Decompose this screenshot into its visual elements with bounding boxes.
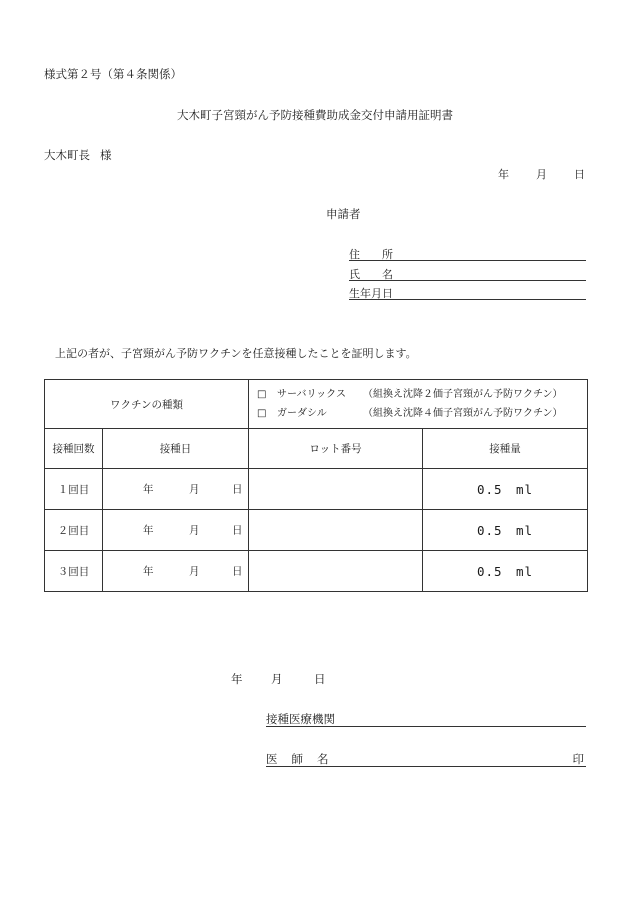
row-count: １回目 (45, 469, 103, 510)
doctor-label: 医師名 (266, 752, 343, 766)
vaccine-option-name: ガーダシル (277, 408, 327, 419)
row-date[interactable] (103, 510, 249, 551)
header-count: 接種回数 (45, 429, 103, 469)
addressee-name: 大木町長 (44, 148, 90, 162)
row-lot[interactable] (249, 469, 423, 510)
year-label: 年 (143, 524, 154, 537)
month-label: 月 (189, 524, 200, 537)
certification-date (231, 671, 326, 687)
month-label: 月 (189, 565, 200, 578)
day-label: 日 (574, 168, 585, 181)
year-label: 年 (143, 565, 154, 578)
institution-field[interactable] (266, 711, 586, 727)
year-label: 年 (143, 483, 154, 496)
day-label: 日 (232, 565, 243, 578)
day-label: 日 (314, 672, 326, 686)
checkbox-icon[interactable]: □ (257, 408, 267, 419)
applicant-label: 申請者 (326, 207, 361, 221)
header-lot: ロット番号 (249, 429, 423, 469)
row-lot[interactable] (249, 551, 423, 592)
table-row (45, 510, 588, 551)
vaccine-option-name: サーバリックス (277, 389, 347, 400)
row-count: ２回目 (45, 510, 103, 551)
row-date[interactable] (103, 551, 249, 592)
vaccine-option-detail: （組換え沈降２価子宮頸がん予防ワクチン） (363, 389, 563, 400)
row-dose: 0.5 ml (423, 469, 588, 510)
month-label: 月 (536, 168, 547, 181)
header-dose: 接種量 (423, 429, 588, 469)
address-field[interactable] (349, 246, 586, 261)
institution-label: 接種医療機関 (266, 712, 335, 726)
doctor-field[interactable] (266, 751, 586, 767)
vaccine-option-cervarix[interactable] (249, 385, 587, 404)
vaccine-type-label: ワクチンの種類 (45, 380, 249, 429)
address-label: 住 所 (349, 248, 393, 261)
month-label: 月 (271, 672, 283, 686)
row-lot[interactable] (249, 510, 423, 551)
name-field[interactable] (349, 266, 586, 281)
document-title: 大木町子宮頸がん予防接種費助成金交付申請用証明書 (177, 108, 453, 122)
vaccine-option-gardasil[interactable] (249, 404, 587, 423)
vaccination-table (44, 379, 588, 592)
table-row (45, 551, 588, 592)
addressee (44, 147, 112, 163)
row-count: ３回目 (45, 551, 103, 592)
name-label: 氏 名 (349, 268, 393, 281)
certification-statement: 上記の者が、子宮頸がん予防ワクチンを任意接種したことを証明します。 (55, 347, 417, 360)
year-label: 年 (231, 672, 243, 686)
row-dose: 0.5 ml (423, 551, 588, 592)
addressee-honorific: 様 (100, 148, 112, 162)
day-label: 日 (232, 524, 243, 537)
birthdate-field[interactable] (349, 285, 586, 300)
issue-date (498, 166, 585, 182)
row-date[interactable] (103, 469, 249, 510)
form-number: 様式第２号（第４条関係） (44, 67, 182, 81)
header-date: 接種日 (103, 429, 249, 469)
table-row (45, 469, 588, 510)
year-label: 年 (498, 168, 509, 181)
birthdate-label: 生年月日 (349, 287, 393, 300)
seal-mark: 印 (572, 752, 584, 766)
month-label: 月 (189, 483, 200, 496)
day-label: 日 (232, 483, 243, 496)
vaccine-type-options (249, 380, 588, 429)
vaccine-option-detail: （組換え沈降４価子宮頸がん予防ワクチン） (363, 408, 563, 419)
row-dose: 0.5 ml (423, 510, 588, 551)
checkbox-icon[interactable]: □ (257, 389, 267, 400)
